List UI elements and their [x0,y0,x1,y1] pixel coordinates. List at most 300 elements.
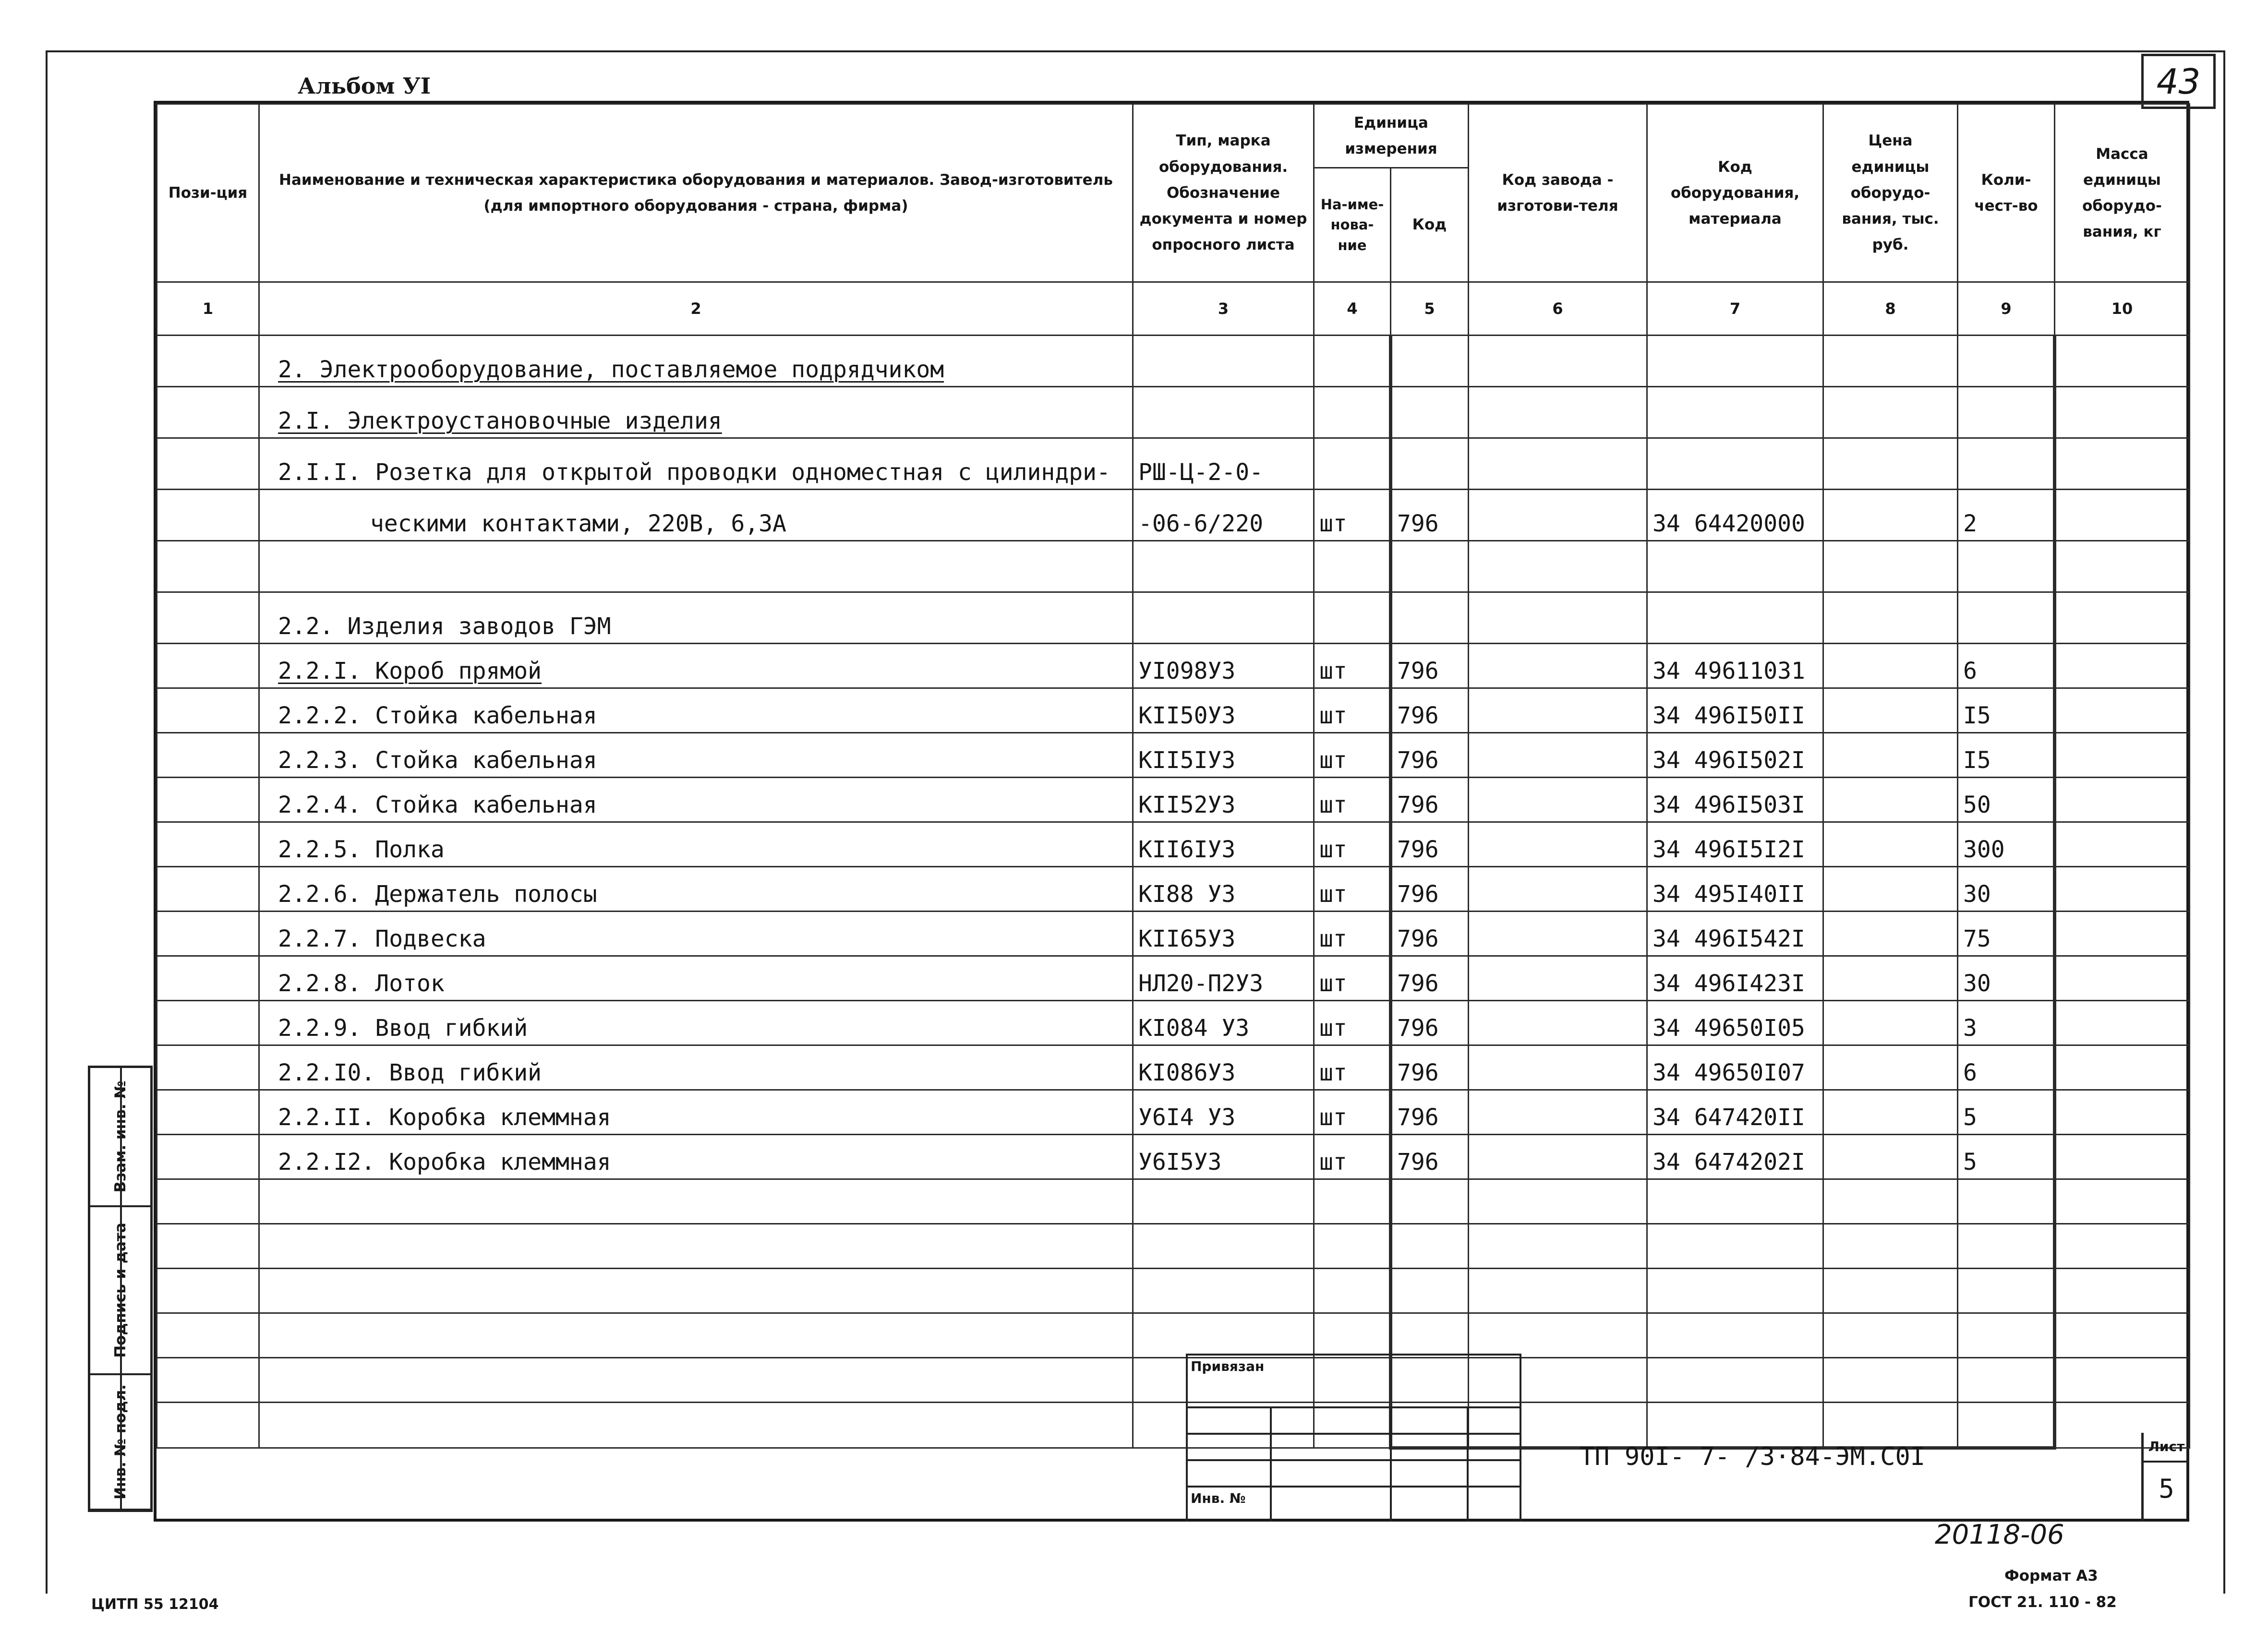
column-number: 1 [157,282,259,336]
cell-type: КI084 У3 [1133,1001,1314,1045]
cell-quantity [1958,336,2055,387]
tb-line [1186,1406,1520,1408]
cell-name [259,541,1133,592]
cell-price [1823,1179,1958,1224]
cell-price [1823,1045,1958,1090]
header-unit-code: Код [1391,168,1469,282]
cell-unit-code: 796 [1391,490,1469,541]
cell-name: 2.2.2. Стойка кабельная [259,688,1133,733]
cell-factory-code [1469,1090,1647,1135]
cell-position [157,1269,259,1313]
cell-mass [2055,688,2190,733]
cell-unit-name: шт [1314,1135,1391,1179]
cell-equip-code: 34 49650I05 [1647,1001,1823,1045]
table-row [157,1313,2190,1358]
footer-format: Формат А3 [2004,1567,2098,1584]
cell-mass [2055,956,2190,1001]
cell-name: 2.I.I. Розетка для открытой проводки одноместная с цилиндри- [259,438,1133,490]
cell-factory-code [1469,336,1647,387]
column-number: 5 [1391,282,1469,336]
cell-quantity: 75 [1958,912,2055,956]
cell-unit-name [1314,387,1391,438]
cell-name [259,1179,1133,1224]
cell-unit-code: 796 [1391,778,1469,822]
cell-price [1823,912,1958,956]
cell-factory-code [1469,912,1647,956]
cell-equip-code: 34 495I40II [1647,867,1823,912]
cell-unit-code: 796 [1391,688,1469,733]
cell-unit-name: шт [1314,1001,1391,1045]
cell-type [1133,387,1314,438]
album-title: Альбом УI [298,73,431,99]
table-row [157,387,2190,438]
cell-unit-code: 796 [1391,733,1469,778]
cell-position [157,733,259,778]
cell-type: КII65У3 [1133,912,1314,956]
cell-unit-name [1314,1179,1391,1224]
cell-mass [2055,592,2190,644]
cell-position [157,1045,259,1090]
cell-unit-name [1314,592,1391,644]
cell-unit-name: шт [1314,644,1391,688]
cell-price [1823,1358,1958,1403]
cell-equip-code [1647,592,1823,644]
cell-unit-name: шт [1314,733,1391,778]
table-row [157,1403,2190,1448]
cell-factory-code [1469,490,1647,541]
cell-position [157,1313,259,1358]
cell-name: 2.2.7. Подвеска [259,912,1133,956]
cell-mass [2055,438,2190,490]
cell-quantity: I5 [1958,688,2055,733]
cell-factory-code [1469,438,1647,490]
cell-type: УI098У3 [1133,644,1314,688]
cell-unit-name [1314,1224,1391,1269]
cell-mass [2055,912,2190,956]
cell-position [157,867,259,912]
cell-factory-code [1469,1403,1647,1448]
tb-line [1186,1354,1520,1356]
cell-name [259,1313,1133,1358]
handwritten-number: 20118-06 [1935,1519,2064,1550]
cell-unit-name: шт [1314,956,1391,1001]
cell-unit-code: 796 [1391,1135,1469,1179]
cell-unit-name [1314,438,1391,490]
cell-price [1823,822,1958,867]
cell-unit-name: шт [1314,822,1391,867]
cell-position [157,541,259,592]
cell-quantity: 50 [1958,778,2055,822]
cell-factory-code [1469,1135,1647,1179]
cell-type [1133,592,1314,644]
cell-unit-code [1391,387,1469,438]
cell-factory-code [1469,1313,1647,1358]
stamp-divider [120,1068,122,1510]
cell-unit-code: 796 [1391,867,1469,912]
cell-unit-code [1391,1313,1469,1358]
cell-factory-code [1469,387,1647,438]
cell-name: 2.2.I2. Коробка клеммная [259,1135,1133,1179]
cell-name: 2. Электрооборудование, поставляемое подрядчиком [259,336,1133,387]
cell-equip-code: 34 496I502I [1647,733,1823,778]
stamp-inv-label: Инв. № подл. [111,1384,129,1500]
cell-equip-code [1647,541,1823,592]
header-type: Тип, марка оборудования. Обозначение документа и номер опросного листа [1133,104,1314,282]
cell-quantity [1958,387,2055,438]
cell-unit-name: шт [1314,912,1391,956]
tb-privyazan-label: Привязан [1191,1358,1265,1374]
cell-price [1823,1001,1958,1045]
cell-quantity: 5 [1958,1090,2055,1135]
specification-table [156,103,2190,1450]
cell-factory-code [1469,1358,1647,1403]
cell-price [1823,644,1958,688]
cell-price [1823,733,1958,778]
cell-price [1823,541,1958,592]
cell-unit-name [1314,1269,1391,1313]
table-row [157,438,2190,490]
cell-position [157,1358,259,1403]
cell-type: У6I5У3 [1133,1135,1314,1179]
cell-unit-code [1391,1224,1469,1269]
cell-position [157,592,259,644]
table-row [157,688,2190,733]
cell-type [1133,1403,1314,1448]
cell-unit-code: 796 [1391,1045,1469,1090]
column-number: 2 [259,282,1133,336]
cell-unit-name [1314,1403,1391,1448]
cell-factory-code [1469,778,1647,822]
table-row [157,1090,2190,1135]
table-row [157,336,2190,387]
cell-mass [2055,336,2190,387]
cell-type: НЛ20-П2У3 [1133,956,1314,1001]
cell-type: КII50У3 [1133,688,1314,733]
cell-unit-name [1314,336,1391,387]
cell-type [1133,1269,1314,1313]
tb-line [1186,1354,1188,1522]
cell-price [1823,336,1958,387]
side-stamp [88,1066,153,1512]
header-unit-group: Единица измерения [1314,104,1469,168]
cell-quantity [1958,1179,2055,1224]
cell-quantity [1958,1313,2055,1358]
cell-equip-code [1647,438,1823,490]
cell-position [157,688,259,733]
cell-type: У6I4 У3 [1133,1090,1314,1135]
cell-factory-code [1469,592,1647,644]
cell-mass [2055,1224,2190,1269]
cell-quantity: 300 [1958,822,2055,867]
table-row [157,1269,2190,1313]
cell-mass [2055,1313,2190,1358]
sheet-label: Лист [2144,1433,2189,1463]
cell-price [1823,1135,1958,1179]
header-price: Цена единицы оборудо-вания, тыс. руб. [1823,104,1958,282]
cell-quantity [1958,541,2055,592]
column-number: 8 [1823,282,1958,336]
table-row [157,778,2190,822]
cell-position [157,1001,259,1045]
table-row [157,956,2190,1001]
cell-unit-name: шт [1314,688,1391,733]
cell-mass [2055,490,2190,541]
column-number: 6 [1469,282,1647,336]
cell-unit-code: 796 [1391,1090,1469,1135]
cell-type [1133,1313,1314,1358]
cell-equip-code [1647,1403,1823,1448]
cell-equip-code: 34 647420II [1647,1090,1823,1135]
cell-price [1823,1269,1958,1313]
cell-unit-code: 796 [1391,822,1469,867]
cell-unit-code [1391,1358,1469,1403]
cell-name: 2.2. Изделия заводов ГЭМ [259,592,1133,644]
cell-unit-code: 796 [1391,912,1469,956]
cell-position [157,438,259,490]
table-row [157,822,2190,867]
table-row [157,912,2190,956]
tb-line [1186,1459,1520,1461]
cell-name [259,1224,1133,1269]
cell-mass [2055,1090,2190,1135]
cell-position [157,778,259,822]
cell-price [1823,490,1958,541]
cell-unit-name [1314,1313,1391,1358]
cell-quantity: 2 [1958,490,2055,541]
table-row [157,733,2190,778]
sheet-box [2141,1433,2189,1522]
table-row [157,592,2190,644]
cell-factory-code [1469,688,1647,733]
cell-unit-code [1391,592,1469,644]
stamp-podpis-label: Подпись и дата [111,1223,129,1358]
cell-name: 2.2.4. Стойка кабельная [259,778,1133,822]
header-mass: Масса единицы оборудо-вания, кг [2055,104,2190,282]
cell-name: ческими контактами, 220В, 6,3А [259,490,1133,541]
cell-position [157,644,259,688]
cell-price [1823,956,1958,1001]
cell-position [157,336,259,387]
tb-line [1186,1486,1520,1488]
cell-mass [2055,778,2190,822]
cell-equip-code [1647,387,1823,438]
cell-quantity: 30 [1958,956,2055,1001]
table-row [157,867,2190,912]
cell-equip-code: 34 64420000 [1647,490,1823,541]
cell-type: КII52У3 [1133,778,1314,822]
cell-unit-name: шт [1314,867,1391,912]
footer-left: ЦИТП 55 12104 [91,1596,219,1613]
cell-mass [2055,1269,2190,1313]
cell-price [1823,778,1958,822]
cell-type: -06-6/220 [1133,490,1314,541]
cell-equip-code: 34 49611031 [1647,644,1823,688]
cell-mass [2055,822,2190,867]
cell-type: КII6IУ3 [1133,822,1314,867]
cell-factory-code [1469,822,1647,867]
cell-name: 2.2.9. Ввод гибкий [259,1001,1133,1045]
cell-position [157,912,259,956]
cell-name [259,1358,1133,1403]
cell-position [157,1135,259,1179]
cell-equip-code: 34 496I50II [1647,688,1823,733]
cell-unit-name: шт [1314,778,1391,822]
cell-position [157,387,259,438]
cell-name: 2.2.3. Стойка кабельная [259,733,1133,778]
cell-equip-code: 34 496I423I [1647,956,1823,1001]
table-row [157,1224,2190,1269]
cell-equip-code: 34 49650I07 [1647,1045,1823,1090]
cell-equip-code [1647,1224,1823,1269]
cell-unit-code [1391,1179,1469,1224]
cell-factory-code [1469,541,1647,592]
header-equip-code: Код оборудования, материала [1647,104,1823,282]
cell-factory-code [1469,733,1647,778]
cell-mass [2055,1179,2190,1224]
cell-mass [2055,1045,2190,1090]
cell-type: КI086У3 [1133,1045,1314,1090]
cell-price [1823,867,1958,912]
cell-quantity [1958,1358,2055,1403]
cell-equip-code: 34 496I542I [1647,912,1823,956]
cell-mass [2055,644,2190,688]
tb-line [1520,1354,1521,1522]
cell-price [1823,387,1958,438]
cell-quantity: 6 [1958,644,2055,688]
cell-position [157,1179,259,1224]
cell-equip-code [1647,1269,1823,1313]
cell-mass [2055,867,2190,912]
column-number: 4 [1314,282,1391,336]
cell-name [259,1403,1133,1448]
page-number: 43 [2141,54,2216,109]
cell-quantity [1958,1269,2055,1313]
cell-position [157,490,259,541]
cell-name: 2.2.II. Коробка клеммная [259,1090,1133,1135]
table-row [157,541,2190,592]
cell-factory-code [1469,644,1647,688]
cell-name: 2.I. Электроустановочные изделия [259,387,1133,438]
cell-type [1133,541,1314,592]
table-row [157,1135,2190,1179]
cell-equip-code: 34 496I5I2I [1647,822,1823,867]
cell-mass [2055,541,2190,592]
cell-quantity: 5 [1958,1135,2055,1179]
tb-line [1390,1406,1392,1522]
cell-price [1823,1403,1958,1448]
cell-unit-code [1391,336,1469,387]
cell-type: КII5IУ3 [1133,733,1314,778]
table-row [157,1045,2190,1090]
cell-unit-code [1391,1403,1469,1448]
cell-unit-name [1314,541,1391,592]
table-row [157,644,2190,688]
table-row [157,1358,2190,1403]
cell-name: 2.2.5. Полка [259,822,1133,867]
cell-quantity [1958,1224,2055,1269]
cell-factory-code [1469,1045,1647,1090]
tb-line [1467,1406,1469,1522]
cell-equip-code [1647,1179,1823,1224]
sheet-number: 5 [2159,1474,2174,1504]
cell-unit-code [1391,438,1469,490]
column-number: 9 [1958,282,2055,336]
cell-equip-code [1647,1358,1823,1403]
cell-unit-code: 796 [1391,956,1469,1001]
tb-line [1270,1406,1272,1522]
cell-quantity: 6 [1958,1045,2055,1090]
tb-line [1186,1433,1520,1435]
cell-unit-code [1391,541,1469,592]
header-name: Наименование и техническая характеристика оборудования и материалов. Завод-изготовитель (для импортного оборудования - страна, фирма) [259,104,1133,282]
tb-inv-label: Инв. № [1191,1490,1246,1506]
cell-mass [2055,733,2190,778]
cell-factory-code [1469,956,1647,1001]
cell-factory-code [1469,1001,1647,1045]
cell-mass [2055,1358,2190,1403]
cell-mass [2055,1135,2190,1179]
cell-mass [2055,1001,2190,1045]
cell-equip-code [1647,1313,1823,1358]
cell-unit-name: шт [1314,1090,1391,1135]
cell-position [157,1090,259,1135]
cell-unit-name [1314,1358,1391,1403]
cell-factory-code [1469,1224,1647,1269]
cell-type [1133,336,1314,387]
cell-factory-code [1469,1269,1647,1313]
cell-type [1133,1179,1314,1224]
cell-price [1823,1313,1958,1358]
cell-price [1823,1224,1958,1269]
cell-factory-code [1469,867,1647,912]
cell-mass [2055,387,2190,438]
cell-unit-name: шт [1314,1045,1391,1090]
cell-quantity: 3 [1958,1001,2055,1045]
table-row [157,1001,2190,1045]
cell-equip-code: 34 496I503I [1647,778,1823,822]
column-number: 7 [1647,282,1823,336]
table-row [157,490,2190,541]
cell-position [157,1403,259,1448]
cell-equip-code [1647,336,1823,387]
header-factory-code: Код завода - изготови-теля [1469,104,1647,282]
cell-quantity [1958,438,2055,490]
cell-type: КI88 У3 [1133,867,1314,912]
document-code: ТП 90I- 7- /3·84-ЭМ.С0I [1580,1442,1926,1471]
cell-name: 2.2.I. Короб прямой [259,644,1133,688]
cell-name: 2.2.I0. Ввод гибкий [259,1045,1133,1090]
cell-unit-code: 796 [1391,644,1469,688]
cell-unit-name: шт [1314,490,1391,541]
header-position: Пози-ция [157,104,259,282]
cell-price [1823,1090,1958,1135]
header-unit-name: На-име-нова-ние [1314,168,1391,282]
cell-quantity: 30 [1958,867,2055,912]
cell-name: 2.2.8. Лоток [259,956,1133,1001]
cell-quantity: I5 [1958,733,2055,778]
header-quantity: Коли-чест-во [1958,104,2055,282]
cell-equip-code: 34 6474202I [1647,1135,1823,1179]
cell-position [157,822,259,867]
cell-factory-code [1469,1179,1647,1224]
cell-unit-code [1391,1269,1469,1313]
cell-price [1823,688,1958,733]
column-number: 3 [1133,282,1314,336]
cell-name [259,1269,1133,1313]
column-number: 10 [2055,282,2190,336]
footer-gost: ГОСТ 21. 110 - 82 [1968,1594,2117,1611]
stamp-vzam-label: Взам. инв. № [111,1080,129,1193]
